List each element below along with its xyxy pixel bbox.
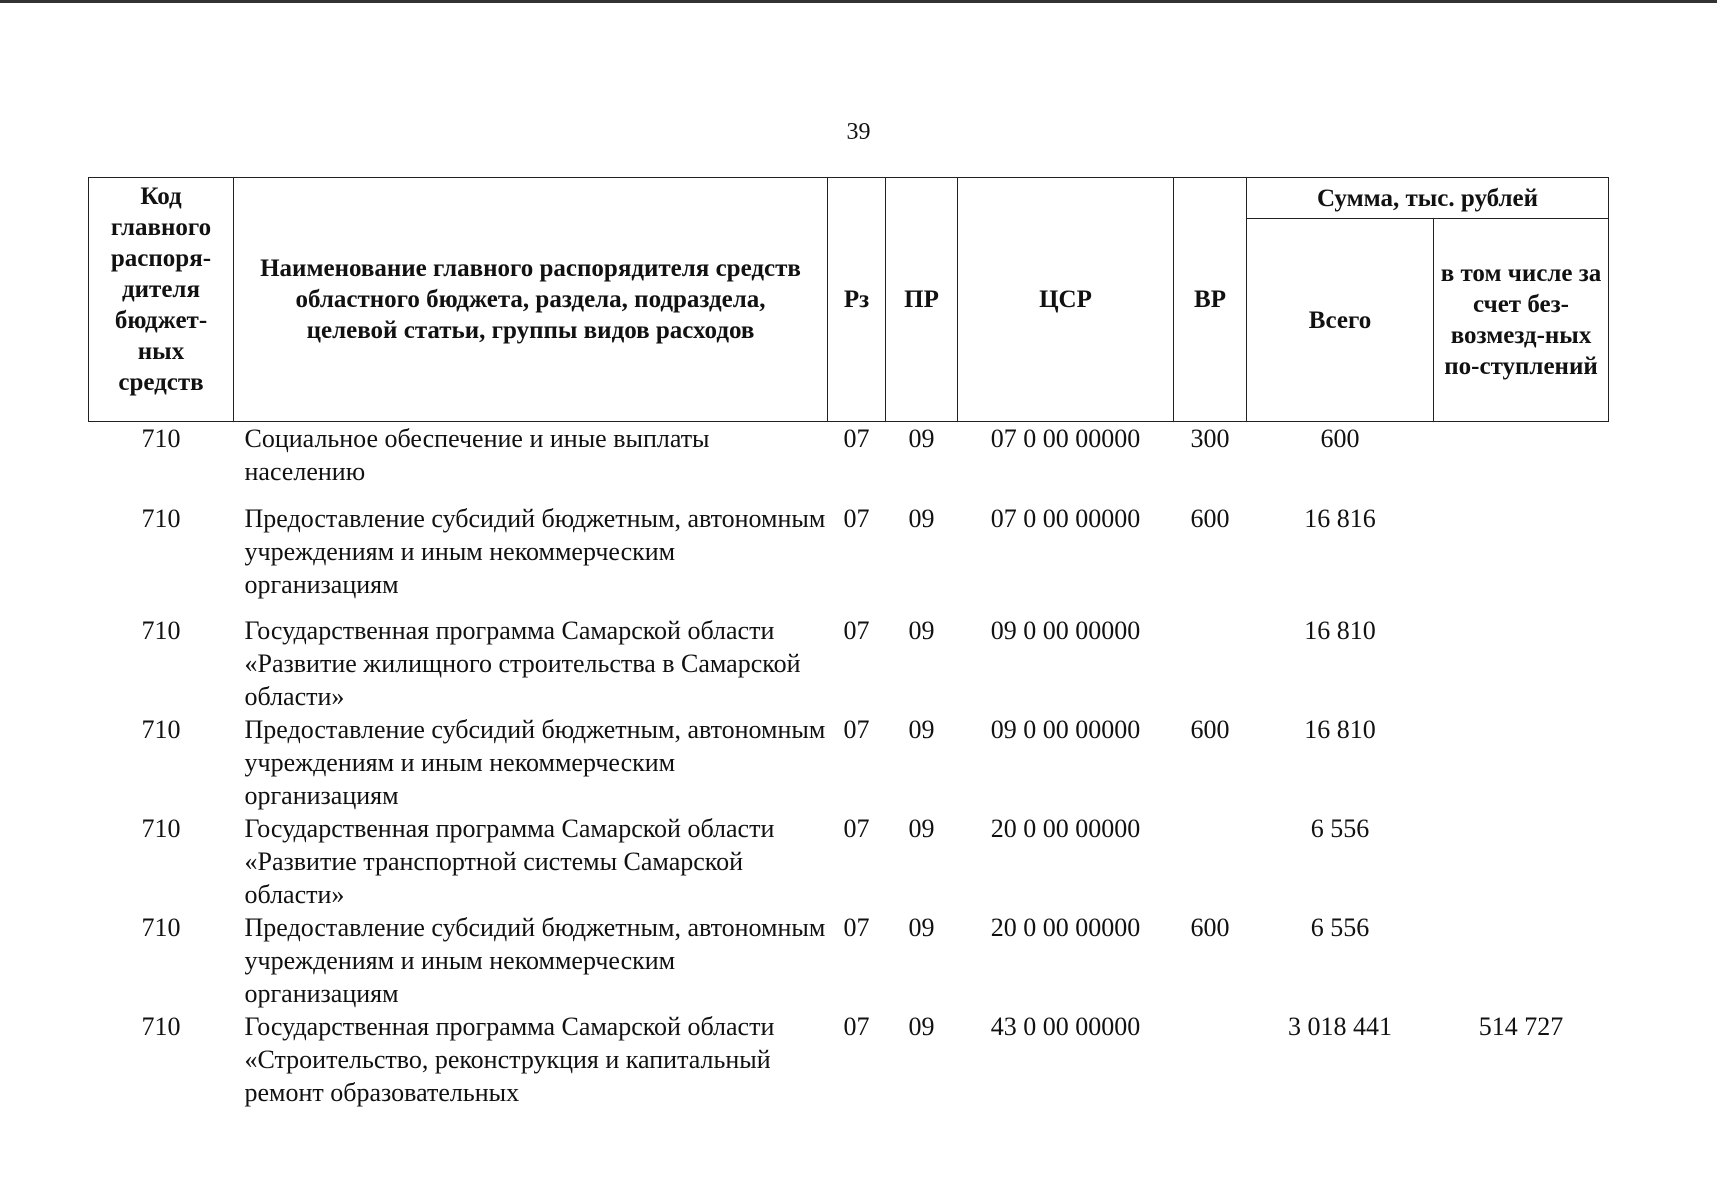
cell-vr [1174,1010,1247,1110]
table-row [89,812,1609,911]
cell-pr: 09 [908,424,935,453]
cell-free [1434,911,1609,1010]
cell-name: Государственная программа Самарской области «Строительство, реконструкция и капитальный ремонт образовательных [244,1012,775,1107]
table-row [89,713,1609,812]
cell-free [1434,812,1609,911]
header-name: Наименование главного распорядителя средств областного бюджета, раздела, подраздела, целевой статьи, группы видов расходов [234,178,828,422]
table-row [89,1010,1609,1110]
header-csr: ЦСР [958,178,1174,422]
cell-free [1434,713,1609,812]
page-number: 39 [846,119,871,145]
header-free: в том числе за счет без-возмезд-ных по-ступлений [1434,219,1609,422]
cell-vr: 600 [1190,913,1230,942]
cell-total: 16 810 [1304,715,1376,744]
cell-pr: 09 [908,504,935,533]
cell-name: Предоставление субсидий бюджетным, автономным учреждениям и иным некоммерческим организациям [244,715,826,810]
page-top-border [0,0,1717,3]
cell-rz: 07 [843,715,870,744]
cell-code: 710 [141,814,181,843]
cell-pr: 09 [908,1012,935,1041]
cell-code: 710 [141,424,181,453]
header-amount-group: Сумма, тыс. рублей [1247,178,1609,219]
cell-total: 3 018 441 [1288,1012,1392,1041]
cell-rz: 07 [843,504,870,533]
cell-code: 710 [141,1012,181,1041]
cell-name: Предоставление субсидий бюджетным, автономным учреждениям и иным некоммерческим организациям [244,504,826,599]
cell-code: 710 [141,913,181,942]
cell-csr: 09 0 00 00000 [990,616,1141,645]
cell-rz: 07 [843,814,870,843]
cell-csr: 07 0 00 00000 [990,424,1141,453]
cell-rz: 07 [843,913,870,942]
cell-total: 6 556 [1310,913,1370,942]
table-row [89,502,1609,614]
budget-table [88,177,1609,1110]
table-row [89,911,1609,1010]
cell-rz: 07 [843,424,870,453]
cell-total: 600 [1320,424,1360,453]
cell-code: 710 [141,715,181,744]
cell-code: 710 [141,616,181,645]
cell-total: 16 816 [1304,504,1376,533]
cell-vr: 300 [1190,424,1230,453]
cell-csr: 07 0 00 00000 [990,504,1141,533]
table-body [89,422,1609,1111]
cell-free: 514 727 [1478,1012,1564,1041]
cell-csr: 20 0 00 00000 [990,913,1141,942]
cell-free [1434,614,1609,713]
cell-free [1434,502,1609,614]
cell-rz: 07 [843,616,870,645]
cell-total: 6 556 [1310,814,1370,843]
cell-csr: 09 0 00 00000 [990,715,1141,744]
cell-csr: 43 0 00 00000 [990,1012,1141,1041]
cell-rz: 07 [843,1012,870,1041]
cell-name: Государственная программа Самарской области «Развитие транспортной системы Самарской области» [244,814,775,909]
cell-pr: 09 [908,715,935,744]
header-code: Код главного распоря-дителя бюджет-ных средств [89,178,234,422]
table-row [89,422,1609,503]
cell-name: Предоставление субсидий бюджетным, автономным учреждениям и иным некоммерческим организациям [244,913,826,1008]
cell-total: 16 810 [1304,616,1376,645]
cell-vr: 600 [1190,715,1230,744]
cell-free [1434,422,1609,503]
cell-name: Социальное обеспечение и иные выплаты населению [244,424,710,486]
cell-vr: 600 [1190,504,1230,533]
header-total: Всего [1247,219,1434,422]
header-rz: Рз [828,178,886,422]
table-header [89,178,1609,422]
cell-pr: 09 [908,616,935,645]
cell-pr: 09 [908,814,935,843]
header-vr: ВР [1174,178,1247,422]
cell-pr: 09 [908,913,935,942]
table-row [89,614,1609,713]
cell-code: 710 [141,504,181,533]
cell-csr: 20 0 00 00000 [990,814,1141,843]
cell-vr [1174,812,1247,911]
cell-name: Государственная программа Самарской области «Развитие жилищного строительства в Самарской области» [244,616,801,711]
cell-vr [1174,614,1247,713]
header-pr: ПР [886,178,958,422]
